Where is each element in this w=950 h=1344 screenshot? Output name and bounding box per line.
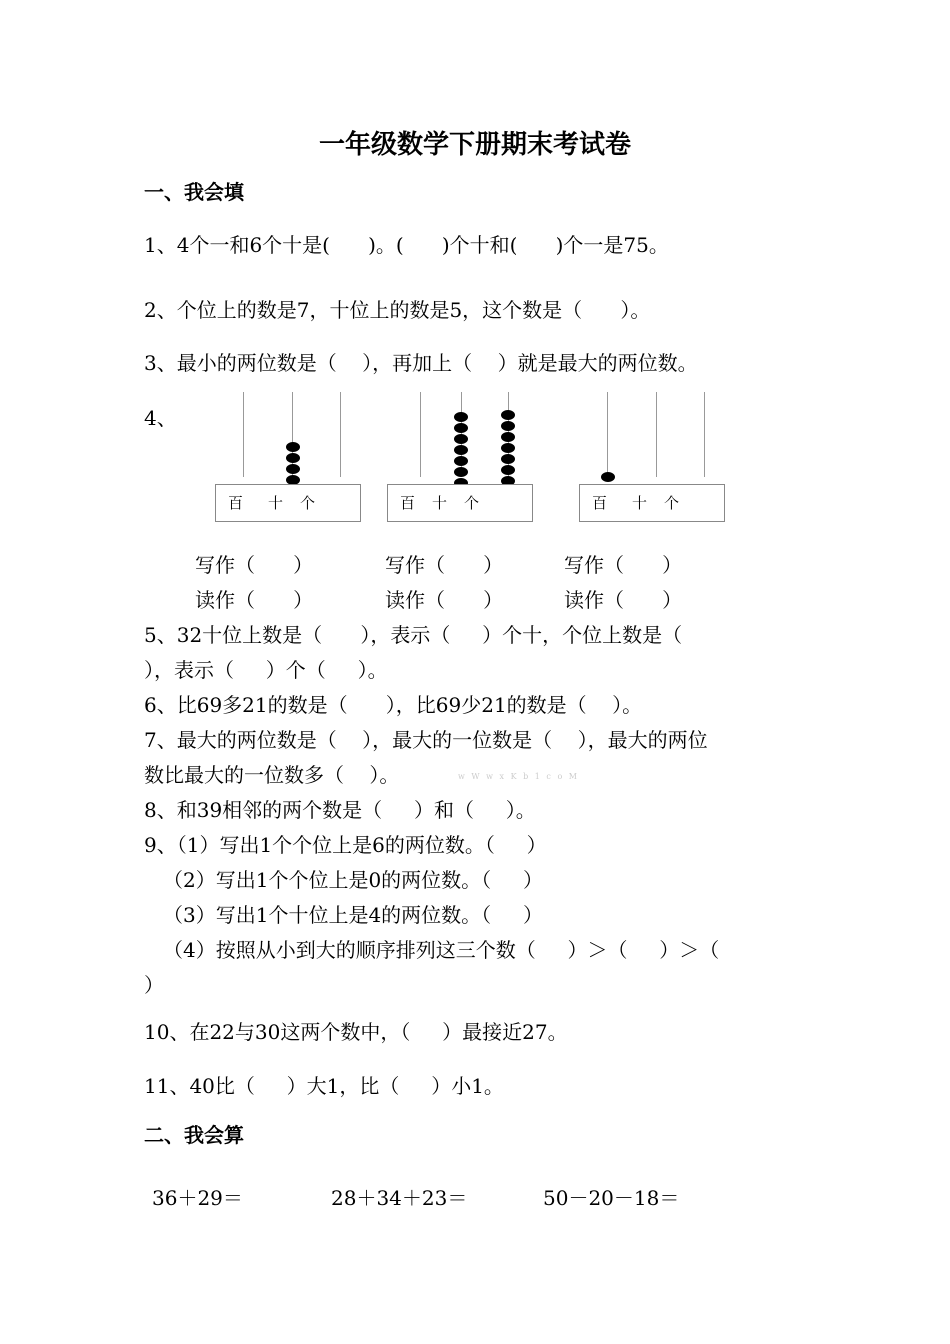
question-7-line-1: 7、最大的两位数是（ ），最大的一位数是（ ），最大的两位 (144, 728, 708, 752)
read-as-1: 读作（ ） (195, 588, 314, 612)
bead (454, 412, 468, 422)
label-tens: 十 (268, 494, 284, 512)
read-as-2: 读作（ ） (385, 588, 504, 612)
bead (454, 445, 468, 455)
label-tens: 十 (432, 494, 448, 512)
calc-item-3: 50－20－18＝ (543, 1186, 680, 1210)
bead (454, 467, 468, 477)
label-ones: 个 (300, 494, 316, 512)
abacus-rod-hundreds (607, 392, 608, 477)
section-heading-fill: 一、我会填 (144, 180, 244, 204)
label-tens: 十 (632, 494, 648, 512)
bead (286, 453, 300, 463)
write-as-1: 写作（ ） (195, 553, 314, 577)
abacus-rod-ones (340, 392, 341, 477)
abacus-label-box (215, 484, 361, 522)
question-9-part-1: 9、（1）写出1个个位上是6的两位数。（ ） (144, 833, 547, 857)
write-as-2: 写作（ ） (385, 553, 504, 577)
question-2: 2、个位上的数是7，十位上的数是5，这个数是（ ）。 (144, 298, 651, 322)
bead (501, 465, 515, 475)
label-ones: 个 (664, 494, 680, 512)
calc-item-1: 36＋29＝ (152, 1186, 243, 1210)
question-10: 10、在22与30这两个数中，（ ）最接近27。 (144, 1020, 568, 1044)
abacus-label-box (579, 484, 725, 522)
bead (454, 456, 468, 466)
section-heading-calc: 二、我会算 (144, 1123, 244, 1147)
abacus-rod-tens (656, 392, 657, 477)
bead (501, 421, 515, 431)
write-as-3: 写作（ ） (564, 553, 683, 577)
label-hundreds: 百 (400, 494, 416, 512)
calc-item-2: 28＋34＋23＝ (331, 1186, 468, 1210)
label-hundreds: 百 (592, 494, 608, 512)
question-6: 6、比69多21的数是（ ），比69少21的数是（ ）。 (144, 693, 643, 717)
question-9-part-4: （4）按照从小到大的顺序排列这三个数（ ）＞（ ）＞（ (163, 938, 720, 962)
question-9-part-2: （2）写出1个个位上是0的两位数。（ ） (163, 868, 543, 892)
bead (501, 432, 515, 442)
bead (286, 464, 300, 474)
question-4-label: 4、 (144, 406, 177, 430)
abacus-3 (579, 392, 725, 522)
bead (501, 454, 515, 464)
abacus-rod-ones (704, 392, 705, 477)
question-3: 3、最小的两位数是（ ），再加上（ ）就是最大的两位数。 (144, 351, 698, 375)
bead (501, 443, 515, 453)
abacus-rod-hundreds (420, 392, 421, 477)
bead (286, 442, 300, 452)
question-1: 1、4个一和6个十是( )。( )个十和( )个一是75。 (144, 233, 669, 257)
abacus-2 (387, 392, 533, 522)
read-as-3: 读作（ ） (564, 588, 683, 612)
question-5-line-2: ），表示（ ）个（ ）。 (144, 658, 388, 682)
question-5-line-1: 5、32十位上数是（ ），表示（ ）个十，个位上数是（ (144, 623, 683, 647)
watermark: w W w x K b 1 c o M (458, 772, 579, 781)
bead (501, 410, 515, 420)
question-11: 11、40比（ ）大1，比（ ）小1。 (144, 1074, 504, 1098)
page-title: 一年级数学下册期末考试卷 (318, 130, 631, 160)
label-ones: 个 (464, 494, 480, 512)
abacus-1 (215, 392, 361, 522)
question-7-line-2: 数比最大的一位数多（ ）。 (144, 763, 400, 787)
abacus-label-box (387, 484, 533, 522)
question-8: 8、和39相邻的两个数是（ ）和（ ）。 (144, 798, 536, 822)
label-hundreds: 百 (228, 494, 244, 512)
bead (601, 472, 615, 482)
abacus-rod-hundreds (243, 392, 244, 477)
bead (454, 423, 468, 433)
question-9-part-3: （3）写出1个十位上是4的两位数。（ ） (163, 903, 543, 927)
question-9-part-4-close: ） (144, 973, 164, 997)
bead (454, 434, 468, 444)
